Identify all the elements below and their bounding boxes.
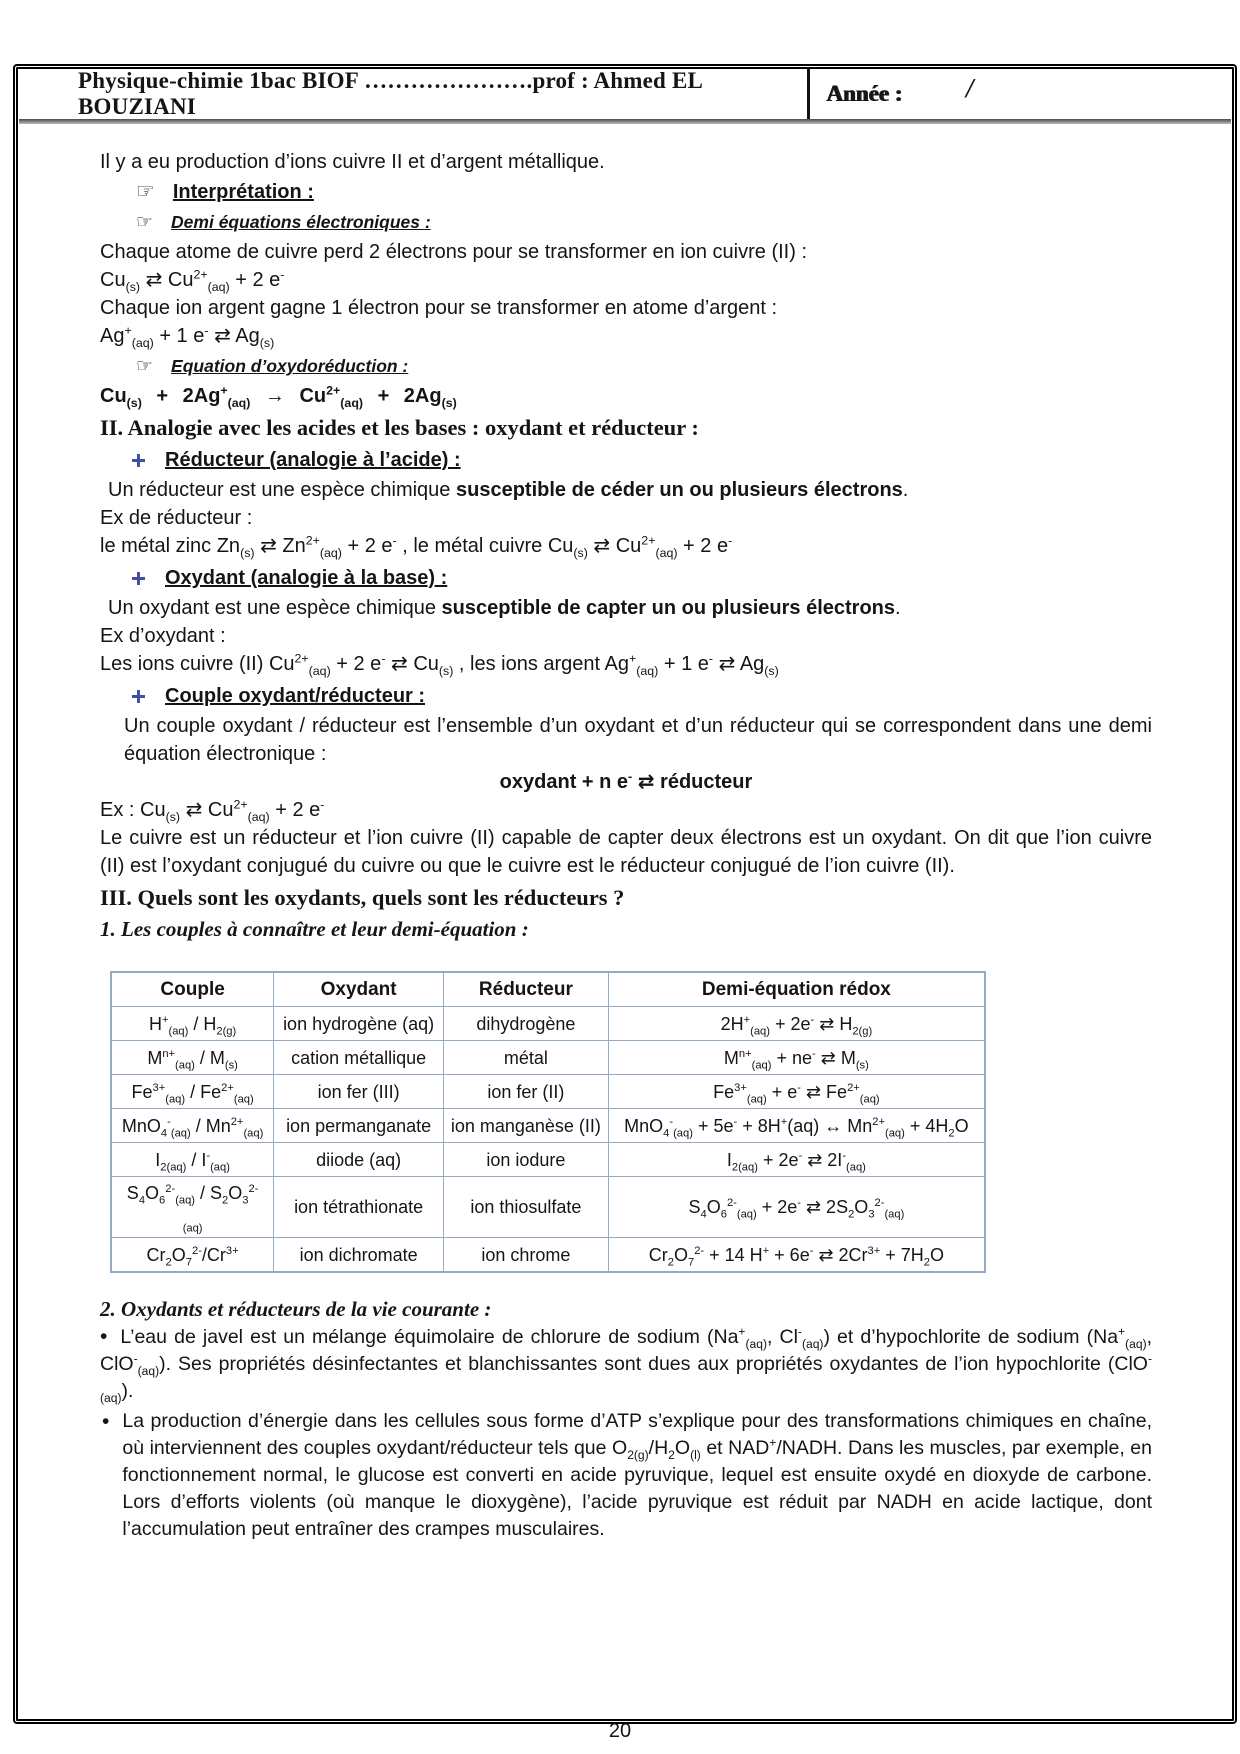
header-year-box — [807, 69, 1232, 119]
table-cell: ion fer (II) — [444, 1075, 609, 1109]
table-cell: diiode (aq) — [274, 1143, 444, 1177]
pointing-finger-icon: ☞ — [136, 356, 154, 377]
plus-bullet-icon — [132, 690, 145, 703]
table-cell: ion iodure — [444, 1143, 609, 1177]
table-cell: $Fe^{3+}_{(aq)} / Fe^{2+}_{(aq)}$ — [111, 1075, 274, 1109]
reducteur-definition: Un réducteur est une espèce chimique susceptible de céder un ou plusieurs électrons. — [108, 479, 909, 501]
table-row — [111, 1177, 985, 1238]
silver-sentence: Chaque ion argent gagne 1 électron pour se transformer en atome d’argent : — [100, 297, 778, 319]
table-cell: ion hydrogène (aq) — [274, 1007, 444, 1041]
table-cell: ion manganèse (II) — [444, 1109, 609, 1143]
year-value: / — [966, 73, 974, 103]
subsection-2-heading: 2. Oxydants et réducteurs de la vie courante : — [100, 1297, 492, 1321]
table-cell: ion chrome — [444, 1238, 609, 1273]
couple-label: Couple oxydant/réducteur : — [165, 685, 426, 707]
table-cell: cation métallique — [274, 1041, 444, 1075]
javel-bullet-text: L’eau de javel est un mélange équimolaire de chlorure de sodium ($Na^+_{(aq)}$, $Cl^-_{(aq)}$) et d’hypochlorite de sodium ($Na^+_{(aq)}$, ClO-$_{(aq)}$). Ses propriétés désinfectantes et blanchissantes sont dues aux propriétés oxydantes de l’ion hypochlorite (ClO-$_{(aq)}$). — [100, 1324, 1153, 1405]
interpretation-heading — [136, 178, 1152, 206]
table-cell: $M^{n+}_{(aq)} + ne^-$ ⇄ $M_{(s)}$ — [608, 1041, 985, 1075]
column-header-reducteur: Réducteur — [444, 972, 609, 1007]
section-3-heading: III. Quels sont les oxydants, quels sont les réducteurs ? — [100, 885, 625, 910]
table-cell: ion fer (III) — [274, 1075, 444, 1109]
table-row — [111, 1041, 985, 1075]
ex-oxydant-label: Ex d’oxydant : — [100, 625, 226, 647]
couple-definition: Un couple oxydant / réducteur est l’ensemble d’un oxydant et d’un réducteur qui se correspondent dans une demi équation électronique : — [124, 715, 1152, 765]
couple-generic-equation: oxydant + n e- ⇄ réducteur — [499, 769, 753, 793]
demi-equations-heading — [136, 208, 1152, 237]
table-cell: dihydrogène — [444, 1007, 609, 1041]
copper-half-equation: $Cu_{(s)}$ ⇄ $Cu^{2+}_{(aq)} + 2$ e- — [100, 267, 285, 294]
table-cell: ion permanganate — [274, 1109, 444, 1143]
oxydant-subheading — [132, 564, 1152, 592]
intro-text: Il y a eu production d’ions cuivre II et d’argent métallique. — [100, 151, 605, 173]
column-header-oxydant: Oxydant — [274, 972, 444, 1007]
section-2-heading: II. Analogie avec les acides et les bases : oxydant et réducteur : — [100, 415, 699, 440]
table-cell: $I_{2(aq)} / I^-_{(aq)}$ — [111, 1143, 274, 1177]
table-cell: $Cr_2O_7^{2-} + 14$ H+ + 6e- ⇄ $2Cr^{3+} + 7H_2O$ — [608, 1238, 985, 1273]
redox-couples-table — [110, 971, 986, 1273]
ex-reducteur-equation: le métal zinc $Zn_{(s)}$ ⇄ $Zn^{2+}_{(aq)} + 2$ e- , le métal cuivre $Cu_{(s)}$ ⇄ $Cu^{2+}_{(aq)} + 2$ e- — [100, 533, 733, 560]
table-cell: ion dichromate — [274, 1238, 444, 1273]
page-border-frame — [13, 64, 1237, 1724]
table-cell: $S_4O_6^{2-}_{(aq)} + 2e^-$ ⇄ $2S_2O_3^{2-}_{(aq)}$ — [608, 1177, 985, 1238]
conjugue-paragraph: Le cuivre est un réducteur et l’ion cuivre (II) capable de capter deux électrons est un oxydant. On dit que l’ion cuivre (II) est l’oxydant conjugué du cuivre ou que le cuivre est le réducteur conjugué de l’ion cuivre (II). — [100, 827, 1152, 877]
subsection-1-heading: 1. Les couples à connaître et leur demi-équation : — [100, 917, 529, 941]
atp-bullet-text: La production d’énergie dans les cellules sous forme d’ATP s’explique pour des transformations chimiques en chaîne, où interviennent des couples oxydant/réducteur tels que $O_{2(g)}/H_2O_{(l)}$ et NAD+/NADH. Dans les muscles, par exemple, en fonctionnement normal, le glucose est converti en acide pyruvique, lequel est ensuite oxydé en dioxyde de carbone. Lors d’efforts violents (où manque le dioxygène), l’acide pyruvique est réduit par NADH en acide lactique, dont l’accumulation peut entraîner des crampes musculaires. — [122, 1410, 1152, 1540]
table-cell: $Cr_2O_7^{2-}/Cr^{3+}$ — [111, 1238, 274, 1273]
column-header-demi-equation: Demi-équation rédox — [608, 972, 985, 1007]
interpretation-label: Interprétation : — [172, 181, 314, 203]
dot-bullet-icon: • — [102, 1410, 110, 1433]
table-row — [111, 1238, 985, 1273]
table-row — [111, 1007, 985, 1041]
table-cell: $Fe^{3+}_{(aq)} + e^-$ ⇄ $Fe^{2+}_{(aq)}$ — [608, 1075, 985, 1109]
table-cell: $S_4O_6^{2-}_{(aq)} / S_2O_3^{2-}_{(aq)}$ — [111, 1177, 274, 1238]
oxydoreduction-heading — [136, 352, 1152, 381]
table-cell: ion thiosulfate — [444, 1177, 609, 1238]
pointing-finger-icon: ☞ — [136, 212, 154, 233]
atp-bullet-item — [100, 1408, 1152, 1543]
table-row — [111, 1109, 985, 1143]
page-footer — [0, 1720, 1240, 1743]
column-header-couple: Couple — [111, 972, 274, 1007]
table-row — [111, 1075, 985, 1109]
dot-bullet-icon: • — [100, 1325, 108, 1348]
header-title: Physique-chimie 1bac BIOF ………………….prof : Ahmed EL BOUZIANI — [78, 68, 702, 119]
document-body — [18, 124, 1232, 1543]
table-row — [111, 1143, 985, 1177]
plus-bullet-icon — [132, 572, 145, 585]
page-number: 20 — [608, 1720, 632, 1742]
table-cell: $M^{n+}_{(aq)} / M_{(s)}$ — [111, 1041, 274, 1075]
table-cell: $MnO_4^-_{(aq)} / Mn^{2+}_{(aq)}$ — [111, 1109, 274, 1143]
copper-sentence: Chaque atome de cuivre perd 2 électrons pour se transformer en ion cuivre (II) : — [100, 241, 808, 263]
oxydant-definition: Un oxydant est une espèce chimique susceptible de capter un ou plusieurs électrons. — [108, 597, 901, 619]
ex-couple-equation: Ex : $Cu_{(s)}$ ⇄ $Cu^{2+}_{(aq)} + 2$ e- — [100, 797, 325, 824]
javel-bullet-item — [100, 1323, 1152, 1405]
table-header-row — [111, 972, 985, 1007]
ex-reducteur-label: Ex de réducteur : — [100, 507, 253, 529]
oxydant-label: Oxydant (analogie à la base) : — [165, 567, 448, 589]
table-cell: $I_{2(aq)} + 2e^-$ ⇄ $2I^-_{(aq)}$ — [608, 1143, 985, 1177]
table-cell: métal — [444, 1041, 609, 1075]
oxydoreduction-label: Equation d’oxydoréduction : — [171, 356, 409, 376]
demi-equations-label: Demi équations électroniques : — [171, 212, 431, 232]
reducteur-subheading — [132, 446, 1152, 474]
document-header — [18, 69, 1232, 119]
reducteur-label: Réducteur (analogie à l’acide) : — [165, 449, 461, 471]
table-cell: $H^+_{(aq)} / H_{2(g)}$ — [111, 1007, 274, 1041]
year-label: Année : — [826, 81, 903, 106]
couple-subheading — [132, 682, 1152, 710]
ex-oxydant-equation: Les ions cuivre (II) $Cu^{2+}_{(aq)} + 2$ e- ⇄ $Cu_{(s)}$ , les ions argent $Ag^+_{(aq)} + 1$ e- ⇄ $Ag_{(s)}$ — [100, 651, 779, 678]
table-cell: MnO$_4$-$_{(aq)}$ + 5e- + 8H+(aq) ↔ $Mn^{2+}_{(aq)} + 4H_2O$ — [608, 1109, 985, 1143]
table-cell: ion tétrathionate — [274, 1177, 444, 1238]
plus-bullet-icon — [132, 454, 145, 467]
silver-half-equation: $Ag^+_{(aq)} + 1$ e- ⇄ $Ag_{(s)}$ — [100, 323, 275, 350]
redox-overall-equation: $Cu_{(s)} + 2Ag^+_{(aq)} \to Cu^{2+}_{(aq)} + 2Ag_{(s)}$ — [100, 383, 457, 410]
table-cell: $2H^+_{(aq)} + 2e^-$ ⇄ $H_{2(g)}$ — [608, 1007, 985, 1041]
pointing-finger-icon: ☞ — [136, 180, 155, 203]
